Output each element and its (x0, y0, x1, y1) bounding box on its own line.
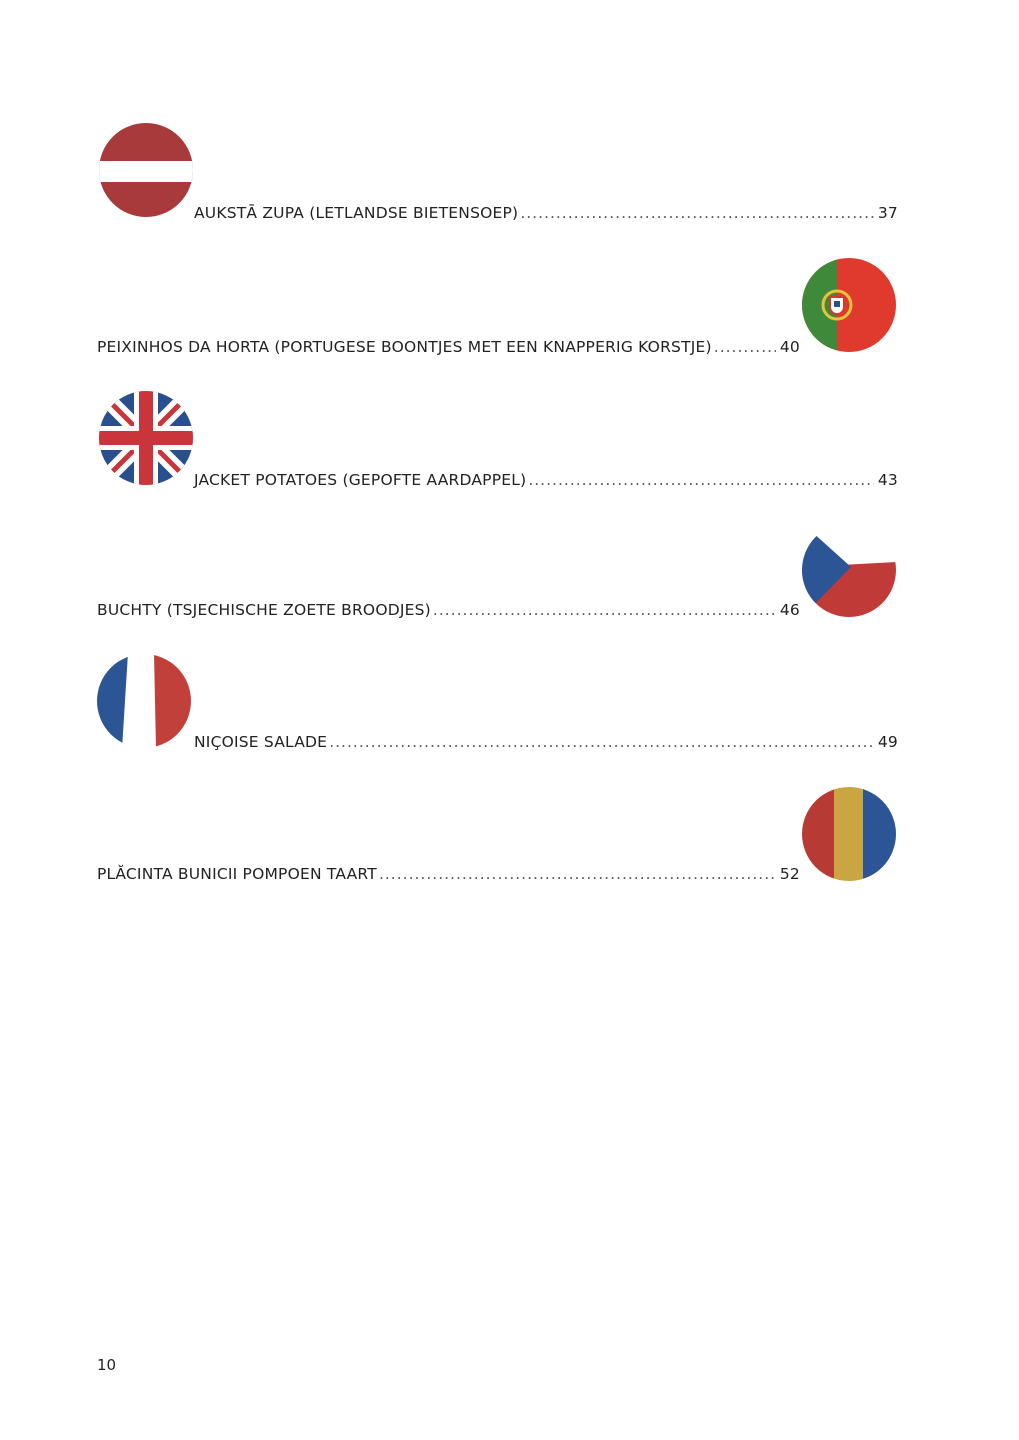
toc-entry-title: JACKET POTATOES (GEPOFTE AARDAPPEL) (194, 471, 527, 489)
toc-entry-page: 52 (779, 865, 800, 883)
toc-entry[interactable] (97, 338, 800, 356)
toc-entry-title: PLĂCINTA BUNICII POMPOEN TAART (97, 865, 377, 883)
toc-entry[interactable] (97, 601, 800, 619)
toc-leader-dots (520, 204, 874, 222)
toc-leader-dots (329, 733, 874, 751)
toc-entry-page: 40 (779, 338, 800, 356)
toc-entry[interactable] (194, 471, 898, 489)
portugal-flag-icon (801, 257, 897, 353)
toc-entry-title: AUKSTĀ ZUPA (LETLANDSE BIETENSOEP) (194, 204, 519, 222)
romania-flag-icon (801, 786, 897, 882)
toc-leader-dots (714, 338, 776, 356)
toc-entry-page: 49 (877, 733, 898, 751)
toc-leader-dots (379, 865, 776, 883)
toc-entry-title: NIÇOISE SALADE (194, 733, 328, 751)
toc-entry-page: 46 (779, 601, 800, 619)
toc-entry[interactable] (194, 733, 898, 751)
toc-entry[interactable] (194, 204, 898, 222)
toc-entry-title: BUCHTY (TSJECHISCHE ZOETE BROODJES) (97, 601, 431, 619)
latvia-flag-icon (98, 122, 194, 218)
toc-entry-page: 43 (877, 471, 898, 489)
france-flag-icon (96, 653, 192, 749)
toc-leader-dots (433, 601, 776, 619)
czech-republic-flag-icon (801, 522, 897, 618)
page-number: 10 (97, 1356, 117, 1374)
toc-entry-title: PEIXINHOS DA HORTA (PORTUGESE BOONTJES MET EEN KNAPPERIG KORSTJE) (97, 338, 712, 356)
toc-leader-dots (528, 471, 874, 489)
toc-entry-page: 37 (877, 204, 898, 222)
united-kingdom-flag-icon (98, 390, 194, 486)
toc-entry[interactable] (97, 865, 800, 883)
